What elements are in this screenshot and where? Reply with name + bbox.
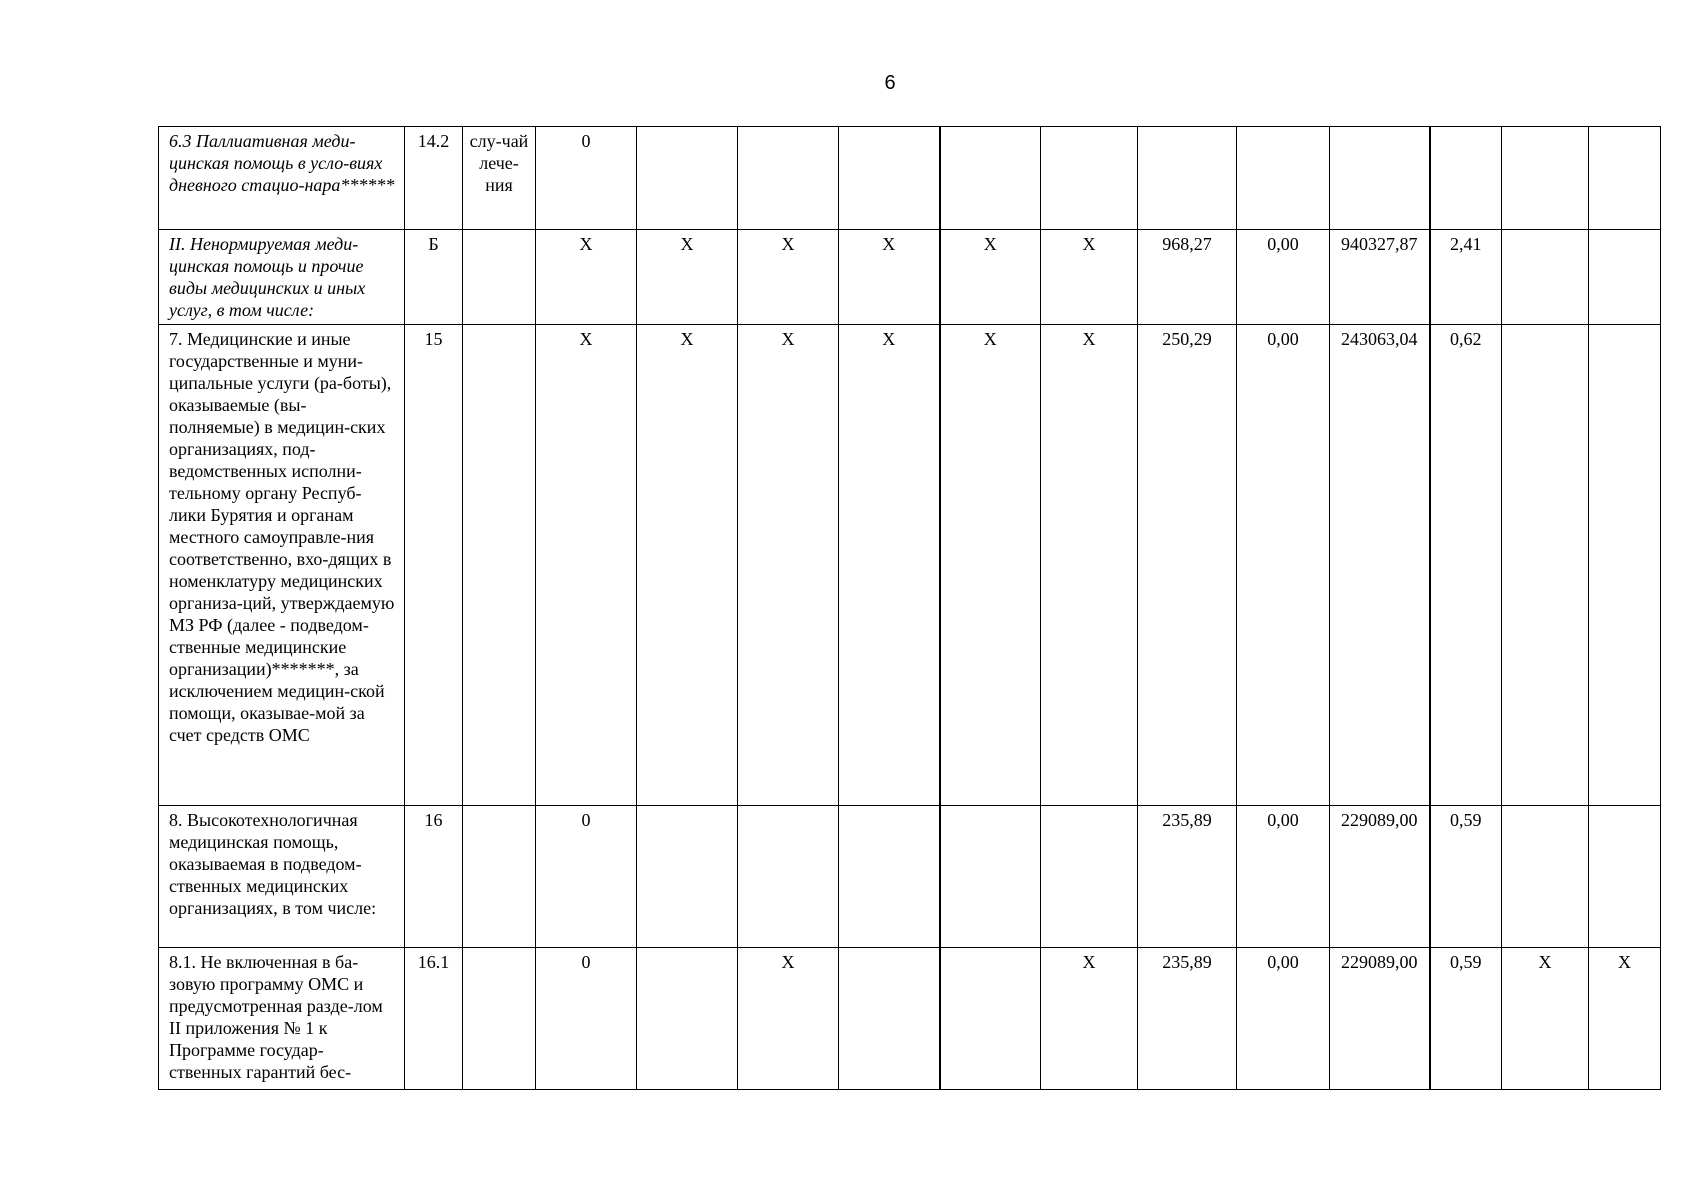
cell: Х [1502, 948, 1589, 1090]
data-table [158, 126, 1661, 1090]
cell [839, 127, 940, 230]
cell [1041, 806, 1138, 948]
cell [1589, 127, 1661, 230]
cell [839, 948, 940, 1090]
cell: 235,89 [1138, 806, 1237, 948]
cell [738, 127, 839, 230]
cell: 0 [536, 127, 637, 230]
row-unit: слу-чай лече-ния [463, 127, 536, 230]
cell: 229089,00 [1330, 806, 1430, 948]
cell [1041, 127, 1138, 230]
row-unit [463, 230, 536, 325]
table-row [159, 948, 1661, 1090]
cell [940, 127, 1041, 230]
cell: 250,29 [1138, 325, 1237, 806]
cell: Х [637, 325, 738, 806]
cell: 243063,04 [1330, 325, 1430, 806]
cell: Х [738, 325, 839, 806]
cell: 235,89 [1138, 948, 1237, 1090]
row-name: 8. Высокотехнологичная медицинская помощь, оказываемая в подведом-ственных медицинских организациях, в том числе: [159, 806, 405, 948]
cell: Х [1589, 948, 1661, 1090]
cell: Х [637, 230, 738, 325]
table-row [159, 230, 1661, 325]
cell: Х [940, 230, 1041, 325]
cell [1502, 325, 1589, 806]
row-name: 7. Медицинские и иные государственные и муни-ципальные услуги (ра-боты), оказываемые (вы-полняемые) в медицин-ских организациях, под-ведомственных исполни-тельному органу Респуб-лики Бурятия и органам местного самоуправле-ния соответственно, вхо-дящих в номенклатуру медицинских организа-ций, утверждаемую МЗ РФ (далее - подведом-ственные медицинские организации)*******, за исключением медицин-ской помощи, оказывае-мой за счет средств ОМС [159, 325, 405, 806]
cell: 0,00 [1237, 948, 1330, 1090]
cell [1138, 127, 1237, 230]
cell [637, 127, 738, 230]
row-code: 16.1 [405, 948, 463, 1090]
row-code: 14.2 [405, 127, 463, 230]
cell: 0 [536, 948, 637, 1090]
row-unit [463, 806, 536, 948]
page-number: 6 [884, 72, 896, 94]
cell [1589, 230, 1661, 325]
cell [1589, 325, 1661, 806]
cell [1237, 127, 1330, 230]
row-unit [463, 325, 536, 806]
cell [1330, 127, 1430, 230]
cell: Х [536, 230, 637, 325]
cell [940, 806, 1041, 948]
cell: 0,62 [1430, 325, 1502, 806]
cell: 968,27 [1138, 230, 1237, 325]
cell: Х [536, 325, 637, 806]
cell: Х [738, 230, 839, 325]
row-code: Б [405, 230, 463, 325]
cell: 0,59 [1430, 806, 1502, 948]
cell [738, 806, 839, 948]
cell [637, 948, 738, 1090]
cell: Х [738, 948, 839, 1090]
cell: Х [1041, 230, 1138, 325]
cell: Х [1041, 948, 1138, 1090]
table-row [159, 127, 1661, 230]
cell [940, 948, 1041, 1090]
cell [637, 806, 738, 948]
cell: 0 [536, 806, 637, 948]
row-name: II. Ненормируемая меди-цинская помощь и прочие виды медицинских и иных услуг, в том числе: [159, 230, 405, 325]
cell: Х [839, 230, 940, 325]
row-code: 15 [405, 325, 463, 806]
cell: 0,00 [1237, 230, 1330, 325]
cell: Х [940, 325, 1041, 806]
cell: 0,00 [1237, 325, 1330, 806]
row-name: 6.3 Паллиативная меди-цинская помощь в усло-виях дневного стацио-нара****** [159, 127, 405, 230]
row-unit [463, 948, 536, 1090]
cell [839, 806, 940, 948]
cell: 229089,00 [1330, 948, 1430, 1090]
cell: 0,59 [1430, 948, 1502, 1090]
cell [1502, 127, 1589, 230]
cell [1589, 806, 1661, 948]
cell: Х [839, 325, 940, 806]
cell: Х [1041, 325, 1138, 806]
cell [1430, 127, 1502, 230]
table-row [159, 325, 1661, 806]
cell: 0,00 [1237, 806, 1330, 948]
row-name: 8.1. Не включенная в ба-зовую программу ОМС и предусмотренная разде-лом II приложения № 1 к Программе государ-ственных гарантий бес- [159, 948, 405, 1090]
cell: 940327,87 [1330, 230, 1430, 325]
cell [1502, 230, 1589, 325]
row-code: 16 [405, 806, 463, 948]
table-row [159, 806, 1661, 948]
cell: 2,41 [1430, 230, 1502, 325]
cell [1502, 806, 1589, 948]
